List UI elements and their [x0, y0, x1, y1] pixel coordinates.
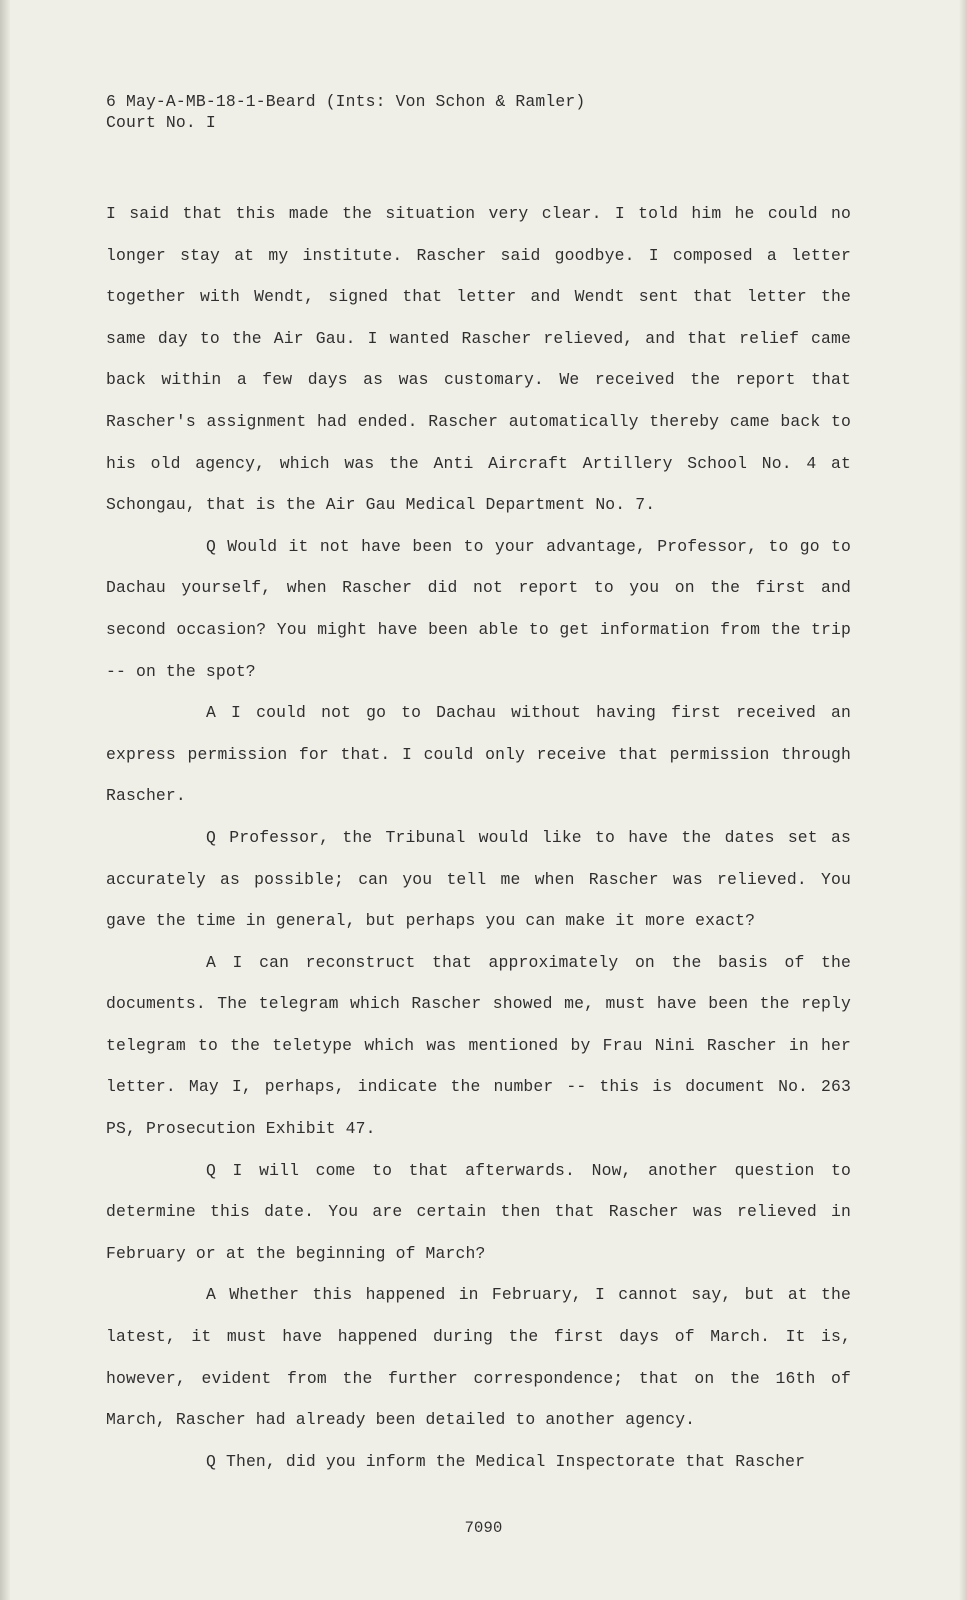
document-header: [106, 91, 585, 133]
header-court-line: Court No. I: [106, 113, 216, 132]
page-number: 7090: [464, 1519, 503, 1537]
paragraph-question: Q Professor, the Tribunal would like to have the dates set as accurately as possible; can you tell me when Rascher was relieved. You gave the time in general, but perhaps you can make it more exact?: [106, 827, 851, 931]
paper-edge-right: [959, 0, 967, 1600]
paragraph-answer: A Whether this happened in February, I cannot say, but at the latest, it must have happened during the first days of March. It is, however, evident from the further correspondence; that on the 16th of March, Rascher had already been detailed to another agency.: [106, 1285, 851, 1430]
paragraph-question: Q Would it not have been to your advantage, Professor, to go to Dachau yourself, when Rascher did not report to you on the first and second occasion? You might have been able to get information from the trip -- on the spot?: [106, 536, 851, 681]
transcript-body: [106, 193, 851, 1482]
paragraph-answer: A I can reconstruct that approximately on the basis of the documents. The telegram which Rascher showed me, must have been the reply telegram to the teletype which was mentioned by Frau Nini Rascher in her letter. May I, perhaps, indicate the number -- this is document No. 263 PS, Prosecution Exhibit 47.: [106, 952, 851, 1139]
header-session-line: 6 May-A-MB-18-1-Beard (Ints: Von Schon & Ramler): [106, 92, 586, 111]
paragraph-question: Q I will come to that afterwards. Now, another question to determine this date. You are certain then that Rascher was relieved in February or at the beginning of March?: [106, 1160, 851, 1263]
paragraph-answer: A I could not go to Dachau without having first received an express permission for that. I could only receive that permission through Rascher.: [106, 703, 851, 806]
paragraph-question: Q Then, did you inform the Medical Inspectorate that Rascher: [206, 1451, 806, 1471]
paragraph-testimony: I said that this made the situation very clear. I told him he could no longer stay at my institute. Rascher said goodbye. I composed a letter together with Wendt, signed that letter and Wendt sent that letter the same day to the Air Gau. I wanted Rascher relieved, and that relief came back within a few days as was customary. We received the report that Rascher's assignment had ended. Rascher automatically thereby came back to his old agency, which was the Anti Aircraft Artillery School No. 4 at Schongau, that is the Air Gau Medical Department No. 7.: [106, 204, 851, 515]
paper-edge-left: [0, 0, 10, 1600]
